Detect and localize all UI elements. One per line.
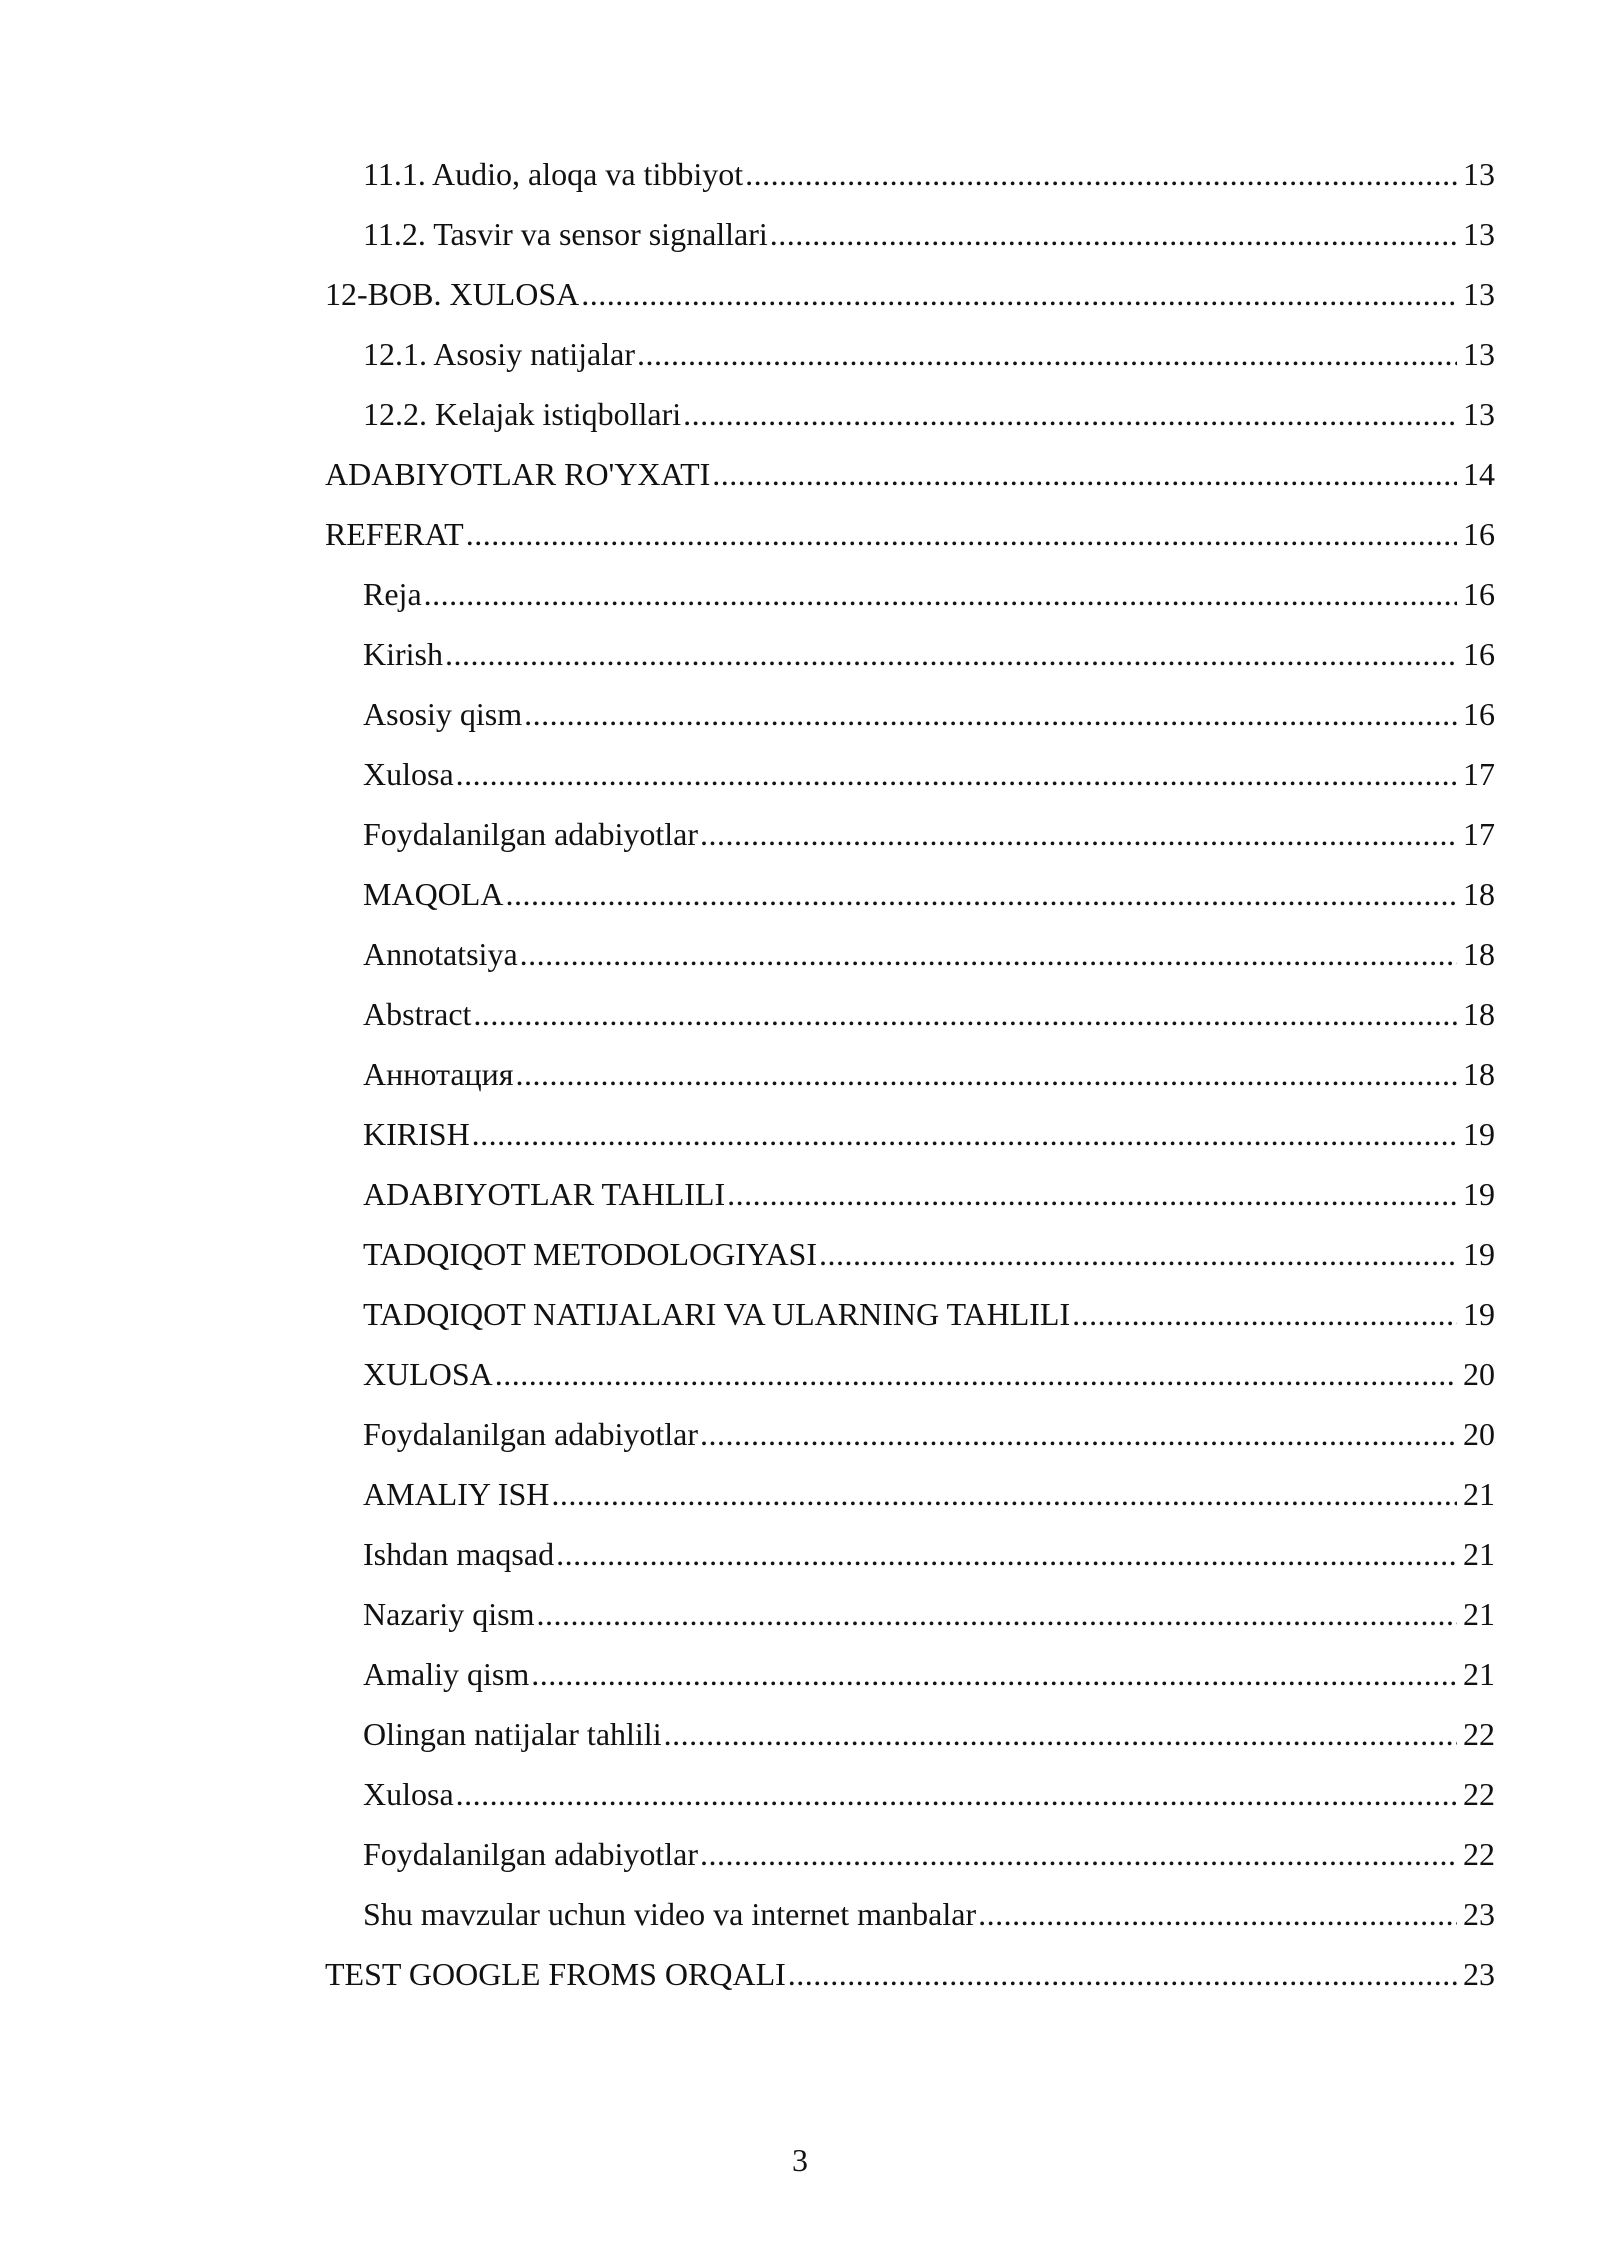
toc-entry[interactable] (325, 1588, 1495, 1648)
toc-entry-title: XULOSA (363, 1356, 493, 1392)
toc-entry[interactable] (325, 208, 1495, 268)
toc-entry-page: 19 (1463, 1116, 1495, 1152)
toc-entry[interactable] (325, 1828, 1495, 1888)
toc-entry-page: 17 (1463, 816, 1495, 852)
toc-entry-title: Foydalanilgan adabiyotlar (363, 1416, 699, 1452)
toc-dot-leader (788, 1948, 1457, 2000)
toc-entry[interactable] (325, 328, 1495, 388)
toc-entry-title: Аннотация (363, 1056, 514, 1092)
toc-entry-page: 22 (1463, 1716, 1495, 1752)
toc-entry[interactable] (325, 1468, 1495, 1528)
toc-entry-title: Ishdan maqsad (363, 1536, 555, 1572)
toc-entry[interactable] (325, 868, 1495, 928)
toc-entry[interactable] (325, 1528, 1495, 1588)
toc-entry-page: 20 (1463, 1416, 1495, 1452)
toc-entry-title: Amaliy qism (363, 1656, 530, 1692)
toc-entry-page: 16 (1463, 516, 1495, 552)
toc-entry-title: Shu mavzular uchun video va internet manbalar (363, 1896, 977, 1932)
toc-entry-page: 16 (1463, 636, 1495, 672)
toc-entry-page: 21 (1463, 1656, 1495, 1692)
toc-dot-leader (712, 448, 1457, 500)
toc-entry-title: 11.2. Tasvir va sensor signallari (363, 216, 768, 252)
toc-entry-page: 18 (1463, 996, 1495, 1032)
toc-entry-page: 21 (1463, 1476, 1495, 1512)
toc-dot-leader (456, 1768, 1457, 1820)
toc-dot-leader (473, 988, 1457, 1040)
page-number: 3 (792, 2142, 808, 2178)
toc-dot-leader (515, 1048, 1457, 1100)
toc-entry[interactable] (325, 748, 1495, 808)
toc-entry-title: Xulosa (363, 756, 454, 792)
toc-dot-leader (1072, 1288, 1457, 1340)
toc-dot-leader (770, 208, 1457, 260)
toc-entry-title: Reja (363, 576, 422, 612)
toc-entry-title: 12.2. Kelajak istiqbollari (363, 396, 682, 432)
toc-entry-page: 14 (1463, 456, 1495, 492)
toc-entry-page: 13 (1463, 216, 1495, 252)
toc-entry[interactable] (325, 388, 1495, 448)
toc-entry-title: Nazariy qism (363, 1596, 535, 1632)
toc-dot-leader (520, 928, 1457, 980)
toc-dot-leader (664, 1708, 1457, 1760)
toc-entry-title: 12-BOB. XULOSA (325, 276, 580, 312)
toc-entry-title: Annotatsiya (363, 936, 518, 972)
toc-entry[interactable] (325, 808, 1495, 868)
toc-dot-leader (978, 1888, 1457, 1940)
toc-dot-leader (456, 748, 1457, 800)
toc-entry[interactable] (325, 508, 1495, 568)
toc-entry[interactable] (325, 1168, 1495, 1228)
toc-dot-leader (727, 1168, 1457, 1220)
toc-entry-page: 20 (1463, 1356, 1495, 1392)
toc-entry[interactable] (325, 1888, 1495, 1948)
toc-entry-title: Foydalanilgan adabiyotlar (363, 816, 699, 852)
toc-dot-leader (700, 808, 1457, 860)
toc-entry-page: 22 (1463, 1776, 1495, 1812)
toc-entry-page: 19 (1463, 1296, 1495, 1332)
toc-entry-page: 13 (1463, 396, 1495, 432)
toc-entry[interactable] (325, 1708, 1495, 1768)
table-of-contents (325, 148, 1495, 2008)
toc-entry-page: 18 (1463, 1056, 1495, 1092)
toc-entry-page: 19 (1463, 1236, 1495, 1272)
toc-entry-page: 22 (1463, 1836, 1495, 1872)
toc-dot-leader (445, 628, 1457, 680)
toc-dot-leader (581, 268, 1457, 320)
toc-entry-title: MAQOLA (363, 876, 504, 912)
toc-entry-page: 13 (1463, 336, 1495, 372)
toc-entry-title: TEST GOOGLE FROMS ORQALI (325, 1956, 786, 1992)
toc-entry[interactable] (325, 1048, 1495, 1108)
toc-entry-title: 11.1. Audio, aloqa va tibbiyot (363, 156, 744, 192)
toc-entry-page: 21 (1463, 1596, 1495, 1632)
toc-entry[interactable] (325, 1108, 1495, 1168)
toc-entry[interactable] (325, 148, 1495, 208)
toc-dot-leader (700, 1408, 1457, 1460)
toc-entry-title: TADQIQOT METODOLOGIYASI (363, 1236, 817, 1272)
toc-entry-title: Asosiy qism (363, 696, 523, 732)
toc-entry-title: REFERAT (325, 516, 464, 552)
toc-entry-title: KIRISH (363, 1116, 470, 1152)
toc-entry[interactable] (325, 448, 1495, 508)
toc-dot-leader (745, 148, 1457, 200)
toc-entry-title: TADQIQOT NATIJALARI VA ULARNING TAHLILI (363, 1296, 1071, 1332)
toc-entry-page: 19 (1463, 1176, 1495, 1212)
toc-entry-page: 23 (1463, 1956, 1495, 1992)
toc-entry-page: 13 (1463, 156, 1495, 192)
toc-dot-leader (637, 328, 1457, 380)
toc-dot-leader (537, 1588, 1458, 1640)
toc-entry[interactable] (325, 1288, 1495, 1348)
toc-dot-leader (819, 1228, 1457, 1280)
toc-entry[interactable] (325, 688, 1495, 748)
toc-entry-title: Kirish (363, 636, 443, 672)
toc-entry-page: 13 (1463, 276, 1495, 312)
toc-entry-page: 16 (1463, 576, 1495, 612)
toc-entry-page: 21 (1463, 1536, 1495, 1572)
toc-entry-page: 18 (1463, 876, 1495, 912)
toc-entry[interactable] (325, 568, 1495, 628)
toc-entry-title: Foydalanilgan adabiyotlar (363, 1836, 699, 1872)
toc-entry-page: 18 (1463, 936, 1495, 972)
toc-entry-page: 17 (1463, 756, 1495, 792)
toc-entry-page: 23 (1463, 1896, 1495, 1932)
toc-dot-leader (700, 1828, 1457, 1880)
toc-entry-title: ADABIYOTLAR RO'YXATI (325, 456, 711, 492)
toc-dot-leader (531, 1648, 1457, 1700)
toc-dot-leader (472, 1108, 1457, 1160)
toc-entry-title: 12.1. Asosiy natijalar (363, 336, 635, 372)
toc-entry-title: Abstract (363, 996, 472, 1032)
toc-entry[interactable] (325, 1768, 1495, 1828)
toc-dot-leader (524, 688, 1457, 740)
toc-entry-title: Xulosa (363, 1776, 454, 1812)
toc-entry-title: ADABIYOTLAR TAHLILI (363, 1176, 726, 1212)
toc-entry[interactable] (325, 268, 1495, 328)
toc-entry[interactable] (325, 1228, 1495, 1288)
toc-dot-leader (505, 868, 1457, 920)
toc-entry-page: 16 (1463, 696, 1495, 732)
toc-entry[interactable] (325, 1648, 1495, 1708)
toc-entry-title: Olingan natijalar tahlili (363, 1716, 662, 1752)
toc-dot-leader (551, 1468, 1457, 1520)
toc-dot-leader (683, 388, 1457, 440)
toc-entry[interactable] (325, 1948, 1495, 2008)
toc-entry[interactable] (325, 988, 1495, 1048)
toc-dot-leader (556, 1528, 1457, 1580)
toc-entry[interactable] (325, 1348, 1495, 1408)
toc-dot-leader (466, 508, 1457, 560)
toc-entry-title: AMALIY ISH (363, 1476, 550, 1512)
toc-entry[interactable] (325, 928, 1495, 988)
toc-entry[interactable] (325, 1408, 1495, 1468)
toc-dot-leader (424, 568, 1457, 620)
toc-dot-leader (495, 1348, 1457, 1400)
toc-entry[interactable] (325, 628, 1495, 688)
